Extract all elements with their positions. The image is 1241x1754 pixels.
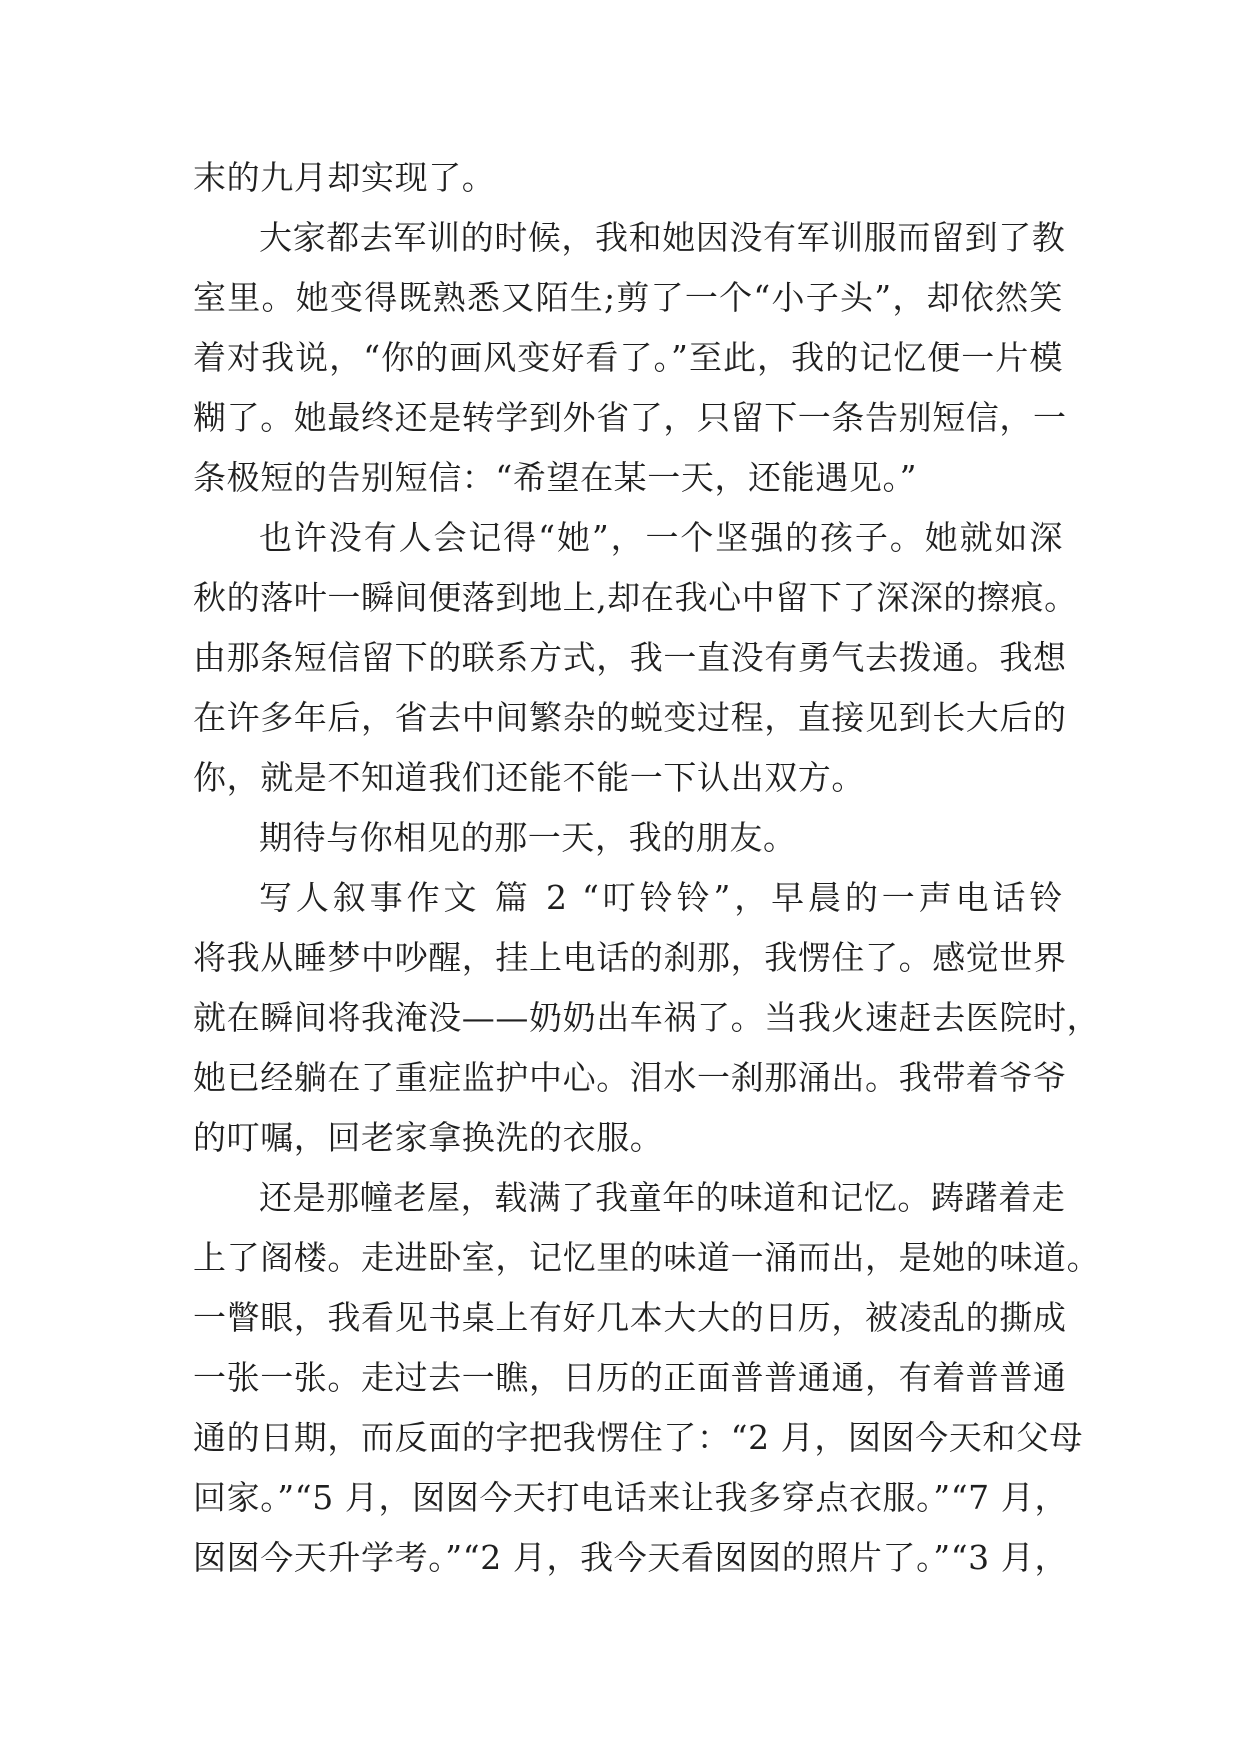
text-line: 的叮嘱，回老家拿换洗的衣服。 bbox=[193, 1118, 664, 1157]
text-line: 室里。她变得既熟悉又陌生;剪了一个“小子头”，却依然笑 bbox=[193, 278, 1063, 317]
text-line: 在许多年后，省去中间繁杂的蜕变过程，直接见到长大后的 bbox=[193, 698, 1067, 737]
section-heading-line: 写人叙事作文 篇 2 “叮铃铃”，早晨的一声电话铃 bbox=[259, 878, 1063, 917]
text-line: 就在瞬间将我淹没——奶奶出车祸了。当我火速赶去医院时， bbox=[193, 998, 1101, 1037]
text-line: 你，就是不知道我们还能不能一下认出双方。 bbox=[193, 758, 865, 797]
text-line: 上了阁楼。走进卧室，记忆里的味道一涌而出，是她的味道。 bbox=[193, 1238, 1101, 1277]
text-line: 着对我说，“你的画风变好看了。”至此，我的记忆便一片模 bbox=[193, 338, 1063, 377]
text-line: 通的日期，而反面的字把我愣住了：“2 月，囡囡今天和父母 bbox=[193, 1418, 1084, 1457]
text-line: 大家都去军训的时候，我和她因没有军训服而留到了教 bbox=[259, 218, 1066, 257]
text-line: 将我从睡梦中吵醒，挂上电话的刹那，我愣住了。感觉世界 bbox=[193, 938, 1067, 977]
text-line: 回家。”“5 月，囡囡今天打电话来让我多穿点衣服。”“7 月， bbox=[193, 1478, 1069, 1517]
text-line: 囡囡今天升学考。”“2 月，我今天看囡囡的照片了。”“3 月， bbox=[193, 1538, 1069, 1577]
text-line: 一瞥眼，我看见书桌上有好几本大大的日历，被凌乱的撕成 bbox=[193, 1298, 1067, 1337]
text-line: 一张一张。走过去一瞧，日历的正面普普通通，有着普普通 bbox=[193, 1358, 1067, 1397]
text-line: 末的九月却实现了。 bbox=[193, 158, 496, 197]
text-line: 糊了。她最终还是转学到外省了，只留下一条告别短信，一 bbox=[193, 398, 1067, 437]
text-line: 还是那幢老屋，载满了我童年的味道和记忆。踌躇着走 bbox=[259, 1178, 1066, 1217]
text-line: 期待与你相见的那一天，我的朋友。 bbox=[259, 818, 797, 857]
text-line: 由那条短信留下的联系方式，我一直没有勇气去拨通。我想 bbox=[193, 638, 1067, 677]
text-line: 也许没有人会记得“她”，一个坚强的孩子。她就如深 bbox=[259, 518, 1063, 557]
text-line: 条极短的告别短信：“希望在某一天，还能遇见。” bbox=[193, 458, 918, 497]
text-line: 秋的落叶一瞬间便落到地上,却在我心中留下了深深的擦痕。 bbox=[193, 578, 1078, 617]
text-line: 她已经躺在了重症监护中心。泪水一刹那涌出。我带着爷爷 bbox=[193, 1058, 1067, 1097]
